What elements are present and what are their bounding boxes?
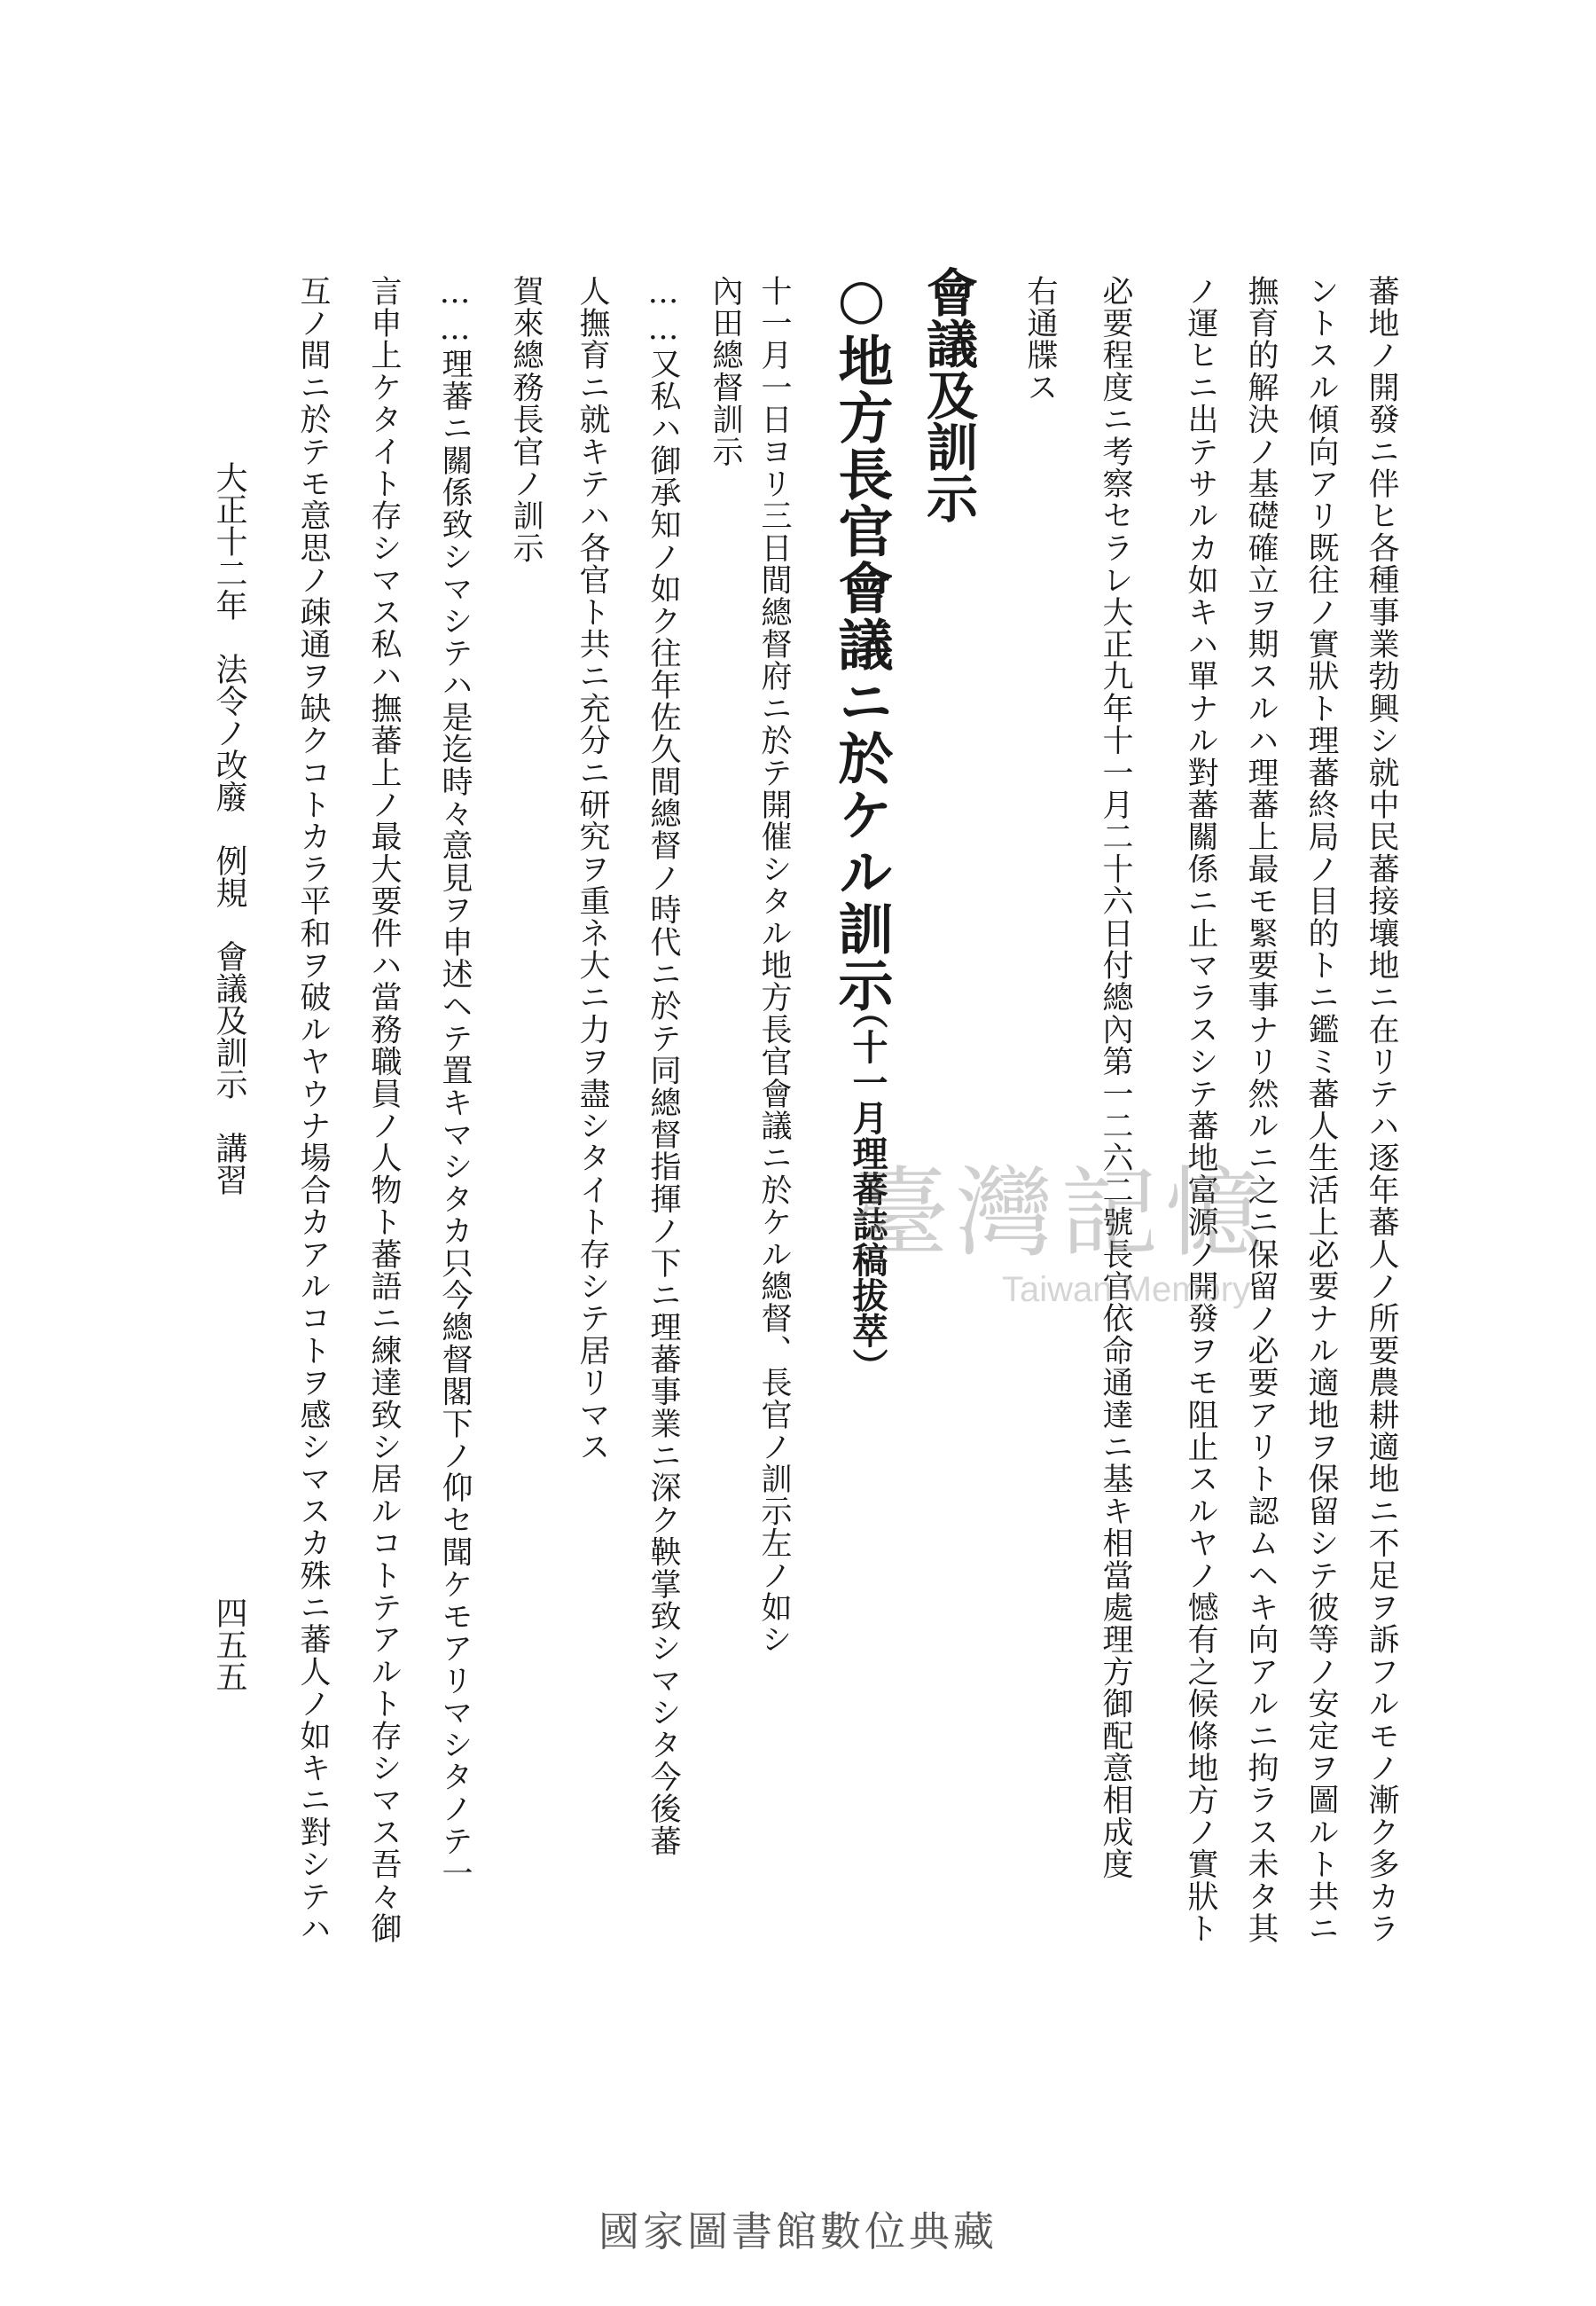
article-column-8: 互ノ間ニ於テモ意思ノ疎通ヲ缺クコトカラ平和ヲ破ルヤウナ場合カアルコトヲ感シマスカ殊ニ蕃人ノ如キニ對シテハ: [295, 275, 331, 1945]
article-subtitle: （十一月理蕃誌稿拔萃）: [847, 993, 888, 1384]
article-column-7: 言申上ケタイト存シマス私ハ撫蕃上ノ最大要件ハ當務職員ノ人物ト蕃語ニ練達致シ居ルコトテアルト存シマス吾々御: [366, 275, 402, 1945]
article-heading: ○地方長官會議ニ於ケル訓示: [829, 266, 894, 1014]
article-column-6: ……理蕃ニ關係致シマシテハ是迄時々意見ヲ申述ヘテ置キマシタカ只今總督閣下ノ仰セ聞ケモアリマシタノテ一: [437, 275, 473, 1889]
watermark-subtitle: Taiwan Memory: [1002, 1270, 1251, 1309]
running-head: 大正十二年 法令ノ改廢 例規 會議及訓示 講習: [211, 461, 247, 1196]
article-column-4: 人撫育ニ就キテハ各官ト共ニ充分ニ研究ヲ重ネ大ニ力ヲ盡シタイト存シテ居リマス: [575, 275, 610, 1463]
body-column-1: 蕃地ノ開發ニ伴ヒ各種事業勃興シ就中民蕃接壤地ニ在リテハ逐年蕃人ノ所要農耕適地ニ不足ヲ訴フルモノ漸ク多カラ: [1364, 275, 1399, 1945]
watermark-logo: [851, 1135, 1454, 1313]
section-heading: 會議及訓示: [918, 266, 978, 523]
body-column-6: 右通牒ス: [1022, 275, 1058, 404]
article-column-5: 賀來總務長官ノ訓示: [508, 275, 544, 564]
article-column-3: ……又私ハ御承知ノ如ク往年佐久間總督ノ時代ニ於テ同總督指揮ノ下ニ理蕃事業ニ深ク鞅掌致シマシタ今後蕃: [645, 275, 681, 1857]
body-column-2: ントスル傾向アリ既往ノ實狀ト理蕃終局ノ目的トニ鑑ミ蕃人生活上必要ナル適地ヲ保留シテ彼等ノ安定ヲ圖ルト共ニ: [1303, 275, 1339, 1945]
article-column-1: 十一月一日ヨリ三日間總督府ニ於テ開催シタル地方長官會議ニ於ケル總督、長官ノ訓示左ノ如シ: [756, 275, 792, 1656]
watermark-title: 臺灣記憶: [851, 1157, 1270, 1270]
body-column-5: 必要程度ニ考察セラレ大正九年十一月二十六日付總內第一二六二號長官依命通達ニ基キ相當處理方御配意相成度: [1098, 275, 1133, 1880]
page-number: 四五五: [211, 1596, 247, 1692]
library-banner: 國家圖書館數位典藏: [598, 2208, 998, 2255]
body-column-4: ノ運ヒニ出テサルカ如キハ單ナル對蕃關係ニ止マラスシテ蕃地富源ノ開發ヲモ阻止スルヤノ憾有之候條地方ノ實狀ト: [1183, 275, 1218, 1945]
body-column-3: 撫育的解決ノ基礎確立ヲ期スルハ理蕃上最モ緊要事ナリ然ルニ之ニ保留ノ必要アリト認ムヘキ向アルニ拘ラス未タ其: [1243, 275, 1279, 1945]
article-column-2: 內田總督訓示: [708, 275, 743, 468]
